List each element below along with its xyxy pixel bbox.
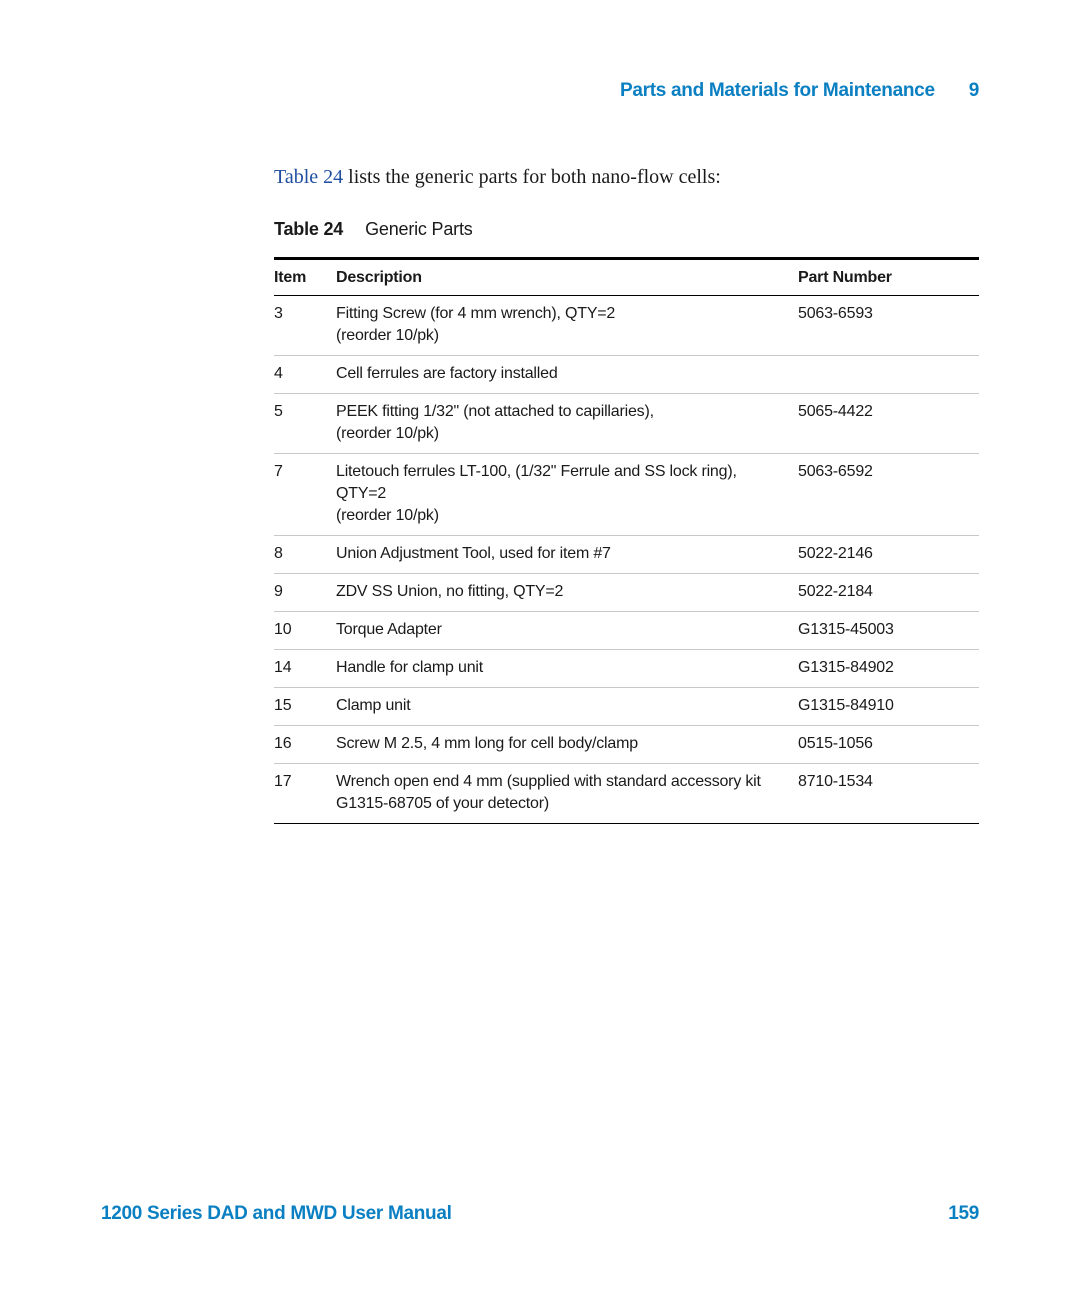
running-header	[620, 80, 979, 102]
cell-part-number: 5065-4422	[798, 394, 979, 454]
intro-text: lists the generic parts for both nano-flow cells:	[343, 166, 721, 188]
cell-part-number	[798, 356, 979, 394]
cell-item: 8	[274, 536, 336, 574]
cell-description	[336, 356, 798, 394]
description-line: Union Adjustment Tool, used for item #7	[336, 545, 611, 562]
column-header-part-number: Part Number	[798, 259, 979, 296]
description-line: Screw M 2.5, 4 mm long for cell body/clamp	[336, 735, 638, 752]
cell-part-number: G1315-84902	[798, 650, 979, 688]
cell-description	[336, 764, 798, 824]
cell-item: 16	[274, 726, 336, 764]
cell-item: 3	[274, 305, 283, 322]
description-line: Litetouch ferrules LT-100, (1/32" Ferrule and SS lock ring),	[336, 463, 737, 480]
description-line: PEEK fitting 1/32" (not attached to capillaries),	[336, 403, 654, 420]
table-row	[274, 612, 979, 650]
running-footer	[101, 1203, 979, 1225]
description-line: Cell ferrules are factory installed	[336, 365, 558, 382]
description-line: Handle for clamp unit	[336, 659, 483, 676]
table-row	[274, 726, 979, 764]
table-row	[274, 356, 979, 394]
cell-description	[336, 612, 798, 650]
description-line: ZDV SS Union, no fitting, QTY=2	[336, 583, 564, 600]
cell-part-number: 5022-2146	[798, 536, 979, 574]
intro-paragraph	[274, 166, 721, 189]
cell-description	[336, 650, 798, 688]
cell-description	[336, 536, 798, 574]
chapter-number: 9	[968, 80, 979, 101]
manual-title: 1200 Series DAD and MWD User Manual	[101, 1203, 452, 1224]
table-row	[274, 688, 979, 726]
cell-description	[336, 688, 798, 726]
table-row	[274, 574, 979, 612]
cell-description	[336, 394, 798, 454]
cell-item: 4	[274, 356, 336, 394]
description-line: Wrench open end 4 mm (supplied with standard accessory kit	[336, 773, 761, 790]
cell-part-number: 8710-1534	[798, 764, 979, 824]
cell-item: 10	[274, 612, 336, 650]
table-reference-link[interactable]: Table 24	[274, 166, 344, 188]
cell-part-number: G1315-84910	[798, 688, 979, 726]
cell-description	[336, 574, 798, 612]
table-row	[274, 764, 979, 824]
section-title: Parts and Materials for Maintenance	[620, 80, 935, 101]
cell-part-number: 0515-1056	[798, 726, 979, 764]
column-header-item: Item	[274, 259, 336, 296]
cell-part-number: 5063-6592	[798, 454, 979, 536]
column-header-description: Description	[336, 259, 798, 296]
table-caption	[274, 219, 473, 240]
table-header-row	[274, 259, 979, 296]
cell-item: 9	[274, 574, 336, 612]
cell-item: 7	[274, 454, 336, 536]
cell-item: 17	[274, 764, 336, 824]
cell-description	[336, 726, 798, 764]
table-row	[274, 394, 979, 454]
generic-parts-table	[274, 257, 979, 824]
description-line: Fitting Screw (for 4 mm wrench), QTY=2	[336, 305, 616, 322]
table-caption-label: Table 24	[274, 219, 344, 239]
description-line: QTY=2	[336, 485, 387, 502]
cell-description	[336, 296, 798, 356]
cell-item: 5	[274, 394, 336, 454]
table-row	[274, 536, 979, 574]
cell-part-number: 5022-2184	[798, 574, 979, 612]
cell-part-number: G1315-45003	[798, 612, 979, 650]
table-row	[274, 650, 979, 688]
description-line: (reorder 10/pk)	[336, 507, 439, 524]
cell-part-number: 5063-6593	[798, 305, 873, 322]
description-line: Torque Adapter	[336, 621, 442, 638]
description-line: (reorder 10/pk)	[336, 327, 439, 344]
table-caption-title: Generic Parts	[365, 219, 473, 239]
description-line: G1315-68705 of your detector)	[336, 795, 550, 812]
cell-item: 15	[274, 688, 336, 726]
cell-description	[336, 454, 798, 536]
table-body	[274, 296, 979, 824]
table-row	[274, 454, 979, 536]
description-line: (reorder 10/pk)	[336, 425, 439, 442]
table-row	[274, 296, 979, 356]
cell-item: 14	[274, 650, 336, 688]
page-number: 159	[948, 1203, 979, 1224]
description-line: Clamp unit	[336, 697, 411, 714]
